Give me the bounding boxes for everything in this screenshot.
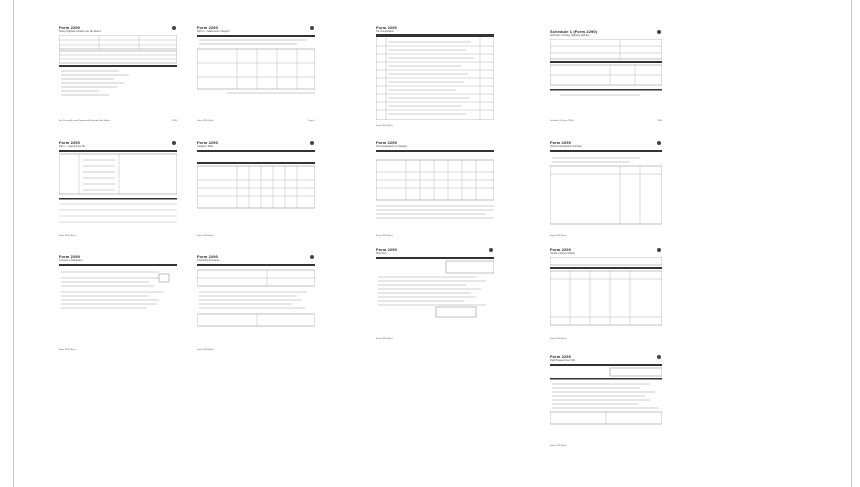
page-footer: Form 2290 (Rev.) [376,125,393,127]
page-number: 2290 [657,120,662,122]
page-subtitle: Vehicle Identification Numbers [550,145,583,148]
page-thumbnail-2[interactable] [197,26,315,122]
page-title: Form 2290 [197,141,218,145]
seal-icon [310,141,314,145]
page-subtitle: Tax Computation [376,30,394,33]
page-title: Form 2290 [376,141,397,145]
seal-icon [489,248,493,252]
page-subtitle: Heavy Highway Vehicle Use Tax Return [59,30,102,33]
page-title: Form 2290 [59,26,80,30]
page-title: Form 2290 [550,355,571,359]
page-thumbnail-1[interactable] [59,26,177,122]
page-title: Form 2290 [550,248,571,252]
form-body [59,150,177,230]
page-footer: Form 2290 (Rev.) [197,235,214,237]
page-thumbnail-8[interactable] [550,141,662,237]
page-footer: Schedule 1 (Form 2290) [550,120,574,122]
page-footer: Form 2290 (Rev.) [197,120,214,122]
form-body [376,150,494,230]
page-footer: Form 2290 (Rev.) [550,445,567,447]
seal-icon [657,30,661,34]
seal-icon [172,26,176,30]
form-body [59,264,177,344]
page-thumbnail-4[interactable] [550,30,662,122]
page-title: Form 2290 [376,248,397,252]
form-body [376,34,494,120]
page-subtitle: Part I — Figuring the Tax [59,145,86,148]
page-title: Form 2290 [197,255,218,259]
page-thumbnail-5[interactable] [59,141,177,237]
page-footer: For Privacy Act and Paperwork Reduction Act Notice [59,120,110,122]
page-thumbnail-6[interactable] [197,141,315,237]
seal-icon [172,141,176,145]
page-subtitle: Part II — Statement in Support [197,30,230,33]
page-footer: Form 2290 (Rev.) [550,235,567,237]
page-subtitle: Consent to Disclosure [59,259,83,262]
page-thumbnail-3[interactable] [376,26,494,127]
page-thumbnail-9[interactable] [59,255,177,351]
page-footer: Form 2290 (Rev.) [376,235,393,237]
seal-icon [310,26,314,30]
form-body [550,364,662,440]
page-footer: Form 2290 (Rev.) [376,338,393,340]
page-footer: Form 2290 (Rev.) [550,338,567,340]
page-thumbnail-7[interactable] [376,141,494,237]
form-body [197,35,315,115]
page-subtitle: Sign Here [376,252,387,255]
page-footer: Form 2290 (Rev.) [197,349,214,351]
page-number: 2290 [172,120,177,122]
form-body [550,150,662,230]
page-title: Form 2290 [197,26,218,30]
page-subtitle: Credits / Refund Claims [550,252,576,255]
seal-icon [310,255,314,259]
page-thumbnail-10[interactable] [197,255,315,351]
form-body [550,257,662,333]
page-footer: Form 2290 (Rev.) [59,235,76,237]
form-body [59,35,177,115]
page-title: Form 2290 [59,255,80,259]
page-subtitle: Third Party Designee [197,259,220,262]
seal-icon [657,141,661,145]
form-body [197,150,315,230]
page-thumbnail-12[interactable] [550,248,662,340]
form-body [376,257,494,333]
form-body [197,264,315,344]
page-thumbnail-13[interactable] [550,355,662,447]
seal-icon [657,355,661,359]
page-subtitle: Tax Computation by Category [376,145,408,148]
page-number: Page 2 [308,120,315,122]
right-border [851,0,852,487]
page-title: Form 2290 [550,141,571,145]
seal-icon [657,248,661,252]
page-title: Schedule 1 (Form 2290) [550,30,598,34]
page-subtitle: Category Table [197,145,214,148]
page-thumbnail-11[interactable] [376,248,494,340]
page-title: Form 2290 [376,26,397,30]
form-body [550,39,662,115]
page-subtitle: Paid Preparer Use Only [550,359,576,362]
page-subtitle: Schedule of Heavy Highway Vehicles [550,34,590,37]
page-footer: Form 2290 (Rev.) [59,349,76,351]
left-border [13,0,14,487]
page-title: Form 2290 [59,141,80,145]
